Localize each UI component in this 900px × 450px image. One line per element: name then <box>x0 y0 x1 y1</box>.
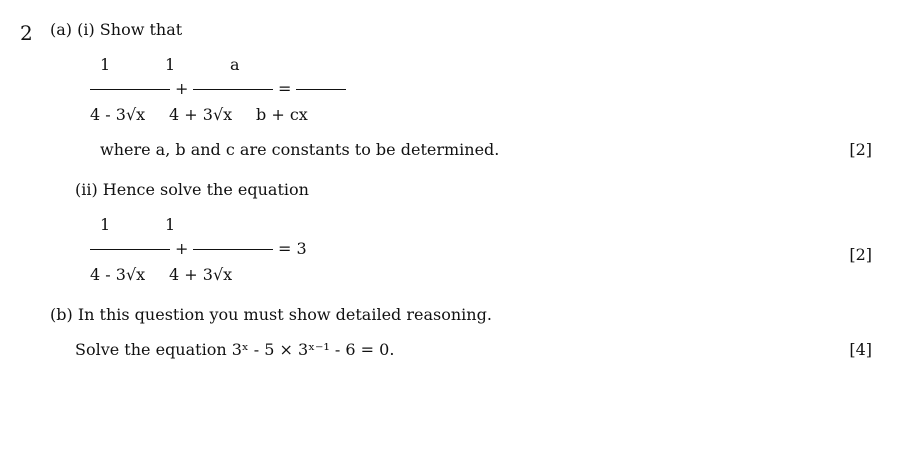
fraction-1-denominator: 4 - 3√x <box>90 265 146 284</box>
equals-sign: = <box>278 79 292 98</box>
fraction-3-denominator: b + cx <box>256 105 308 124</box>
fraction-1-denominator: 4 - 3√x <box>90 105 146 124</box>
part-b-equation: Solve the equation 3ˣ - 5 × 3ˣ⁻¹ - 6 = 0. <box>75 340 395 359</box>
part-a-ii-intro: (ii) Hence solve the equation <box>75 180 309 199</box>
part-a-ii-marks: [2] <box>849 245 872 264</box>
fraction-3-numerator: a <box>230 55 240 74</box>
plus-sign: + <box>175 79 189 98</box>
fraction-2-numerator: 1 <box>165 55 176 74</box>
fraction-1-numerator: 1 <box>100 55 111 74</box>
question-number: 2 <box>20 21 33 45</box>
part-a-i-where-text: where a, b and c are constants to be determined. <box>100 140 500 159</box>
fraction-2-denominator: 4 + 3√x <box>169 105 233 124</box>
fraction-3-bar <box>296 89 346 90</box>
fraction-1-numerator: 1 <box>100 215 111 234</box>
plus-sign: + <box>175 239 189 258</box>
fraction-2-denominator: 4 + 3√x <box>169 265 233 284</box>
part-b-intro: (b) In this question you must show detailed reasoning. <box>50 305 492 324</box>
fraction-2-bar <box>193 89 273 90</box>
part-a-i-marks: [2] <box>849 140 872 159</box>
fraction-1-bar <box>90 89 170 90</box>
fraction-2-numerator: 1 <box>165 215 176 234</box>
fraction-2-bar <box>193 249 273 250</box>
part-b-marks: [4] <box>849 340 872 359</box>
fraction-1-bar <box>90 249 170 250</box>
equation-rhs: = 3 <box>278 239 307 258</box>
part-a-i-intro: (a) (i) Show that <box>50 20 183 39</box>
